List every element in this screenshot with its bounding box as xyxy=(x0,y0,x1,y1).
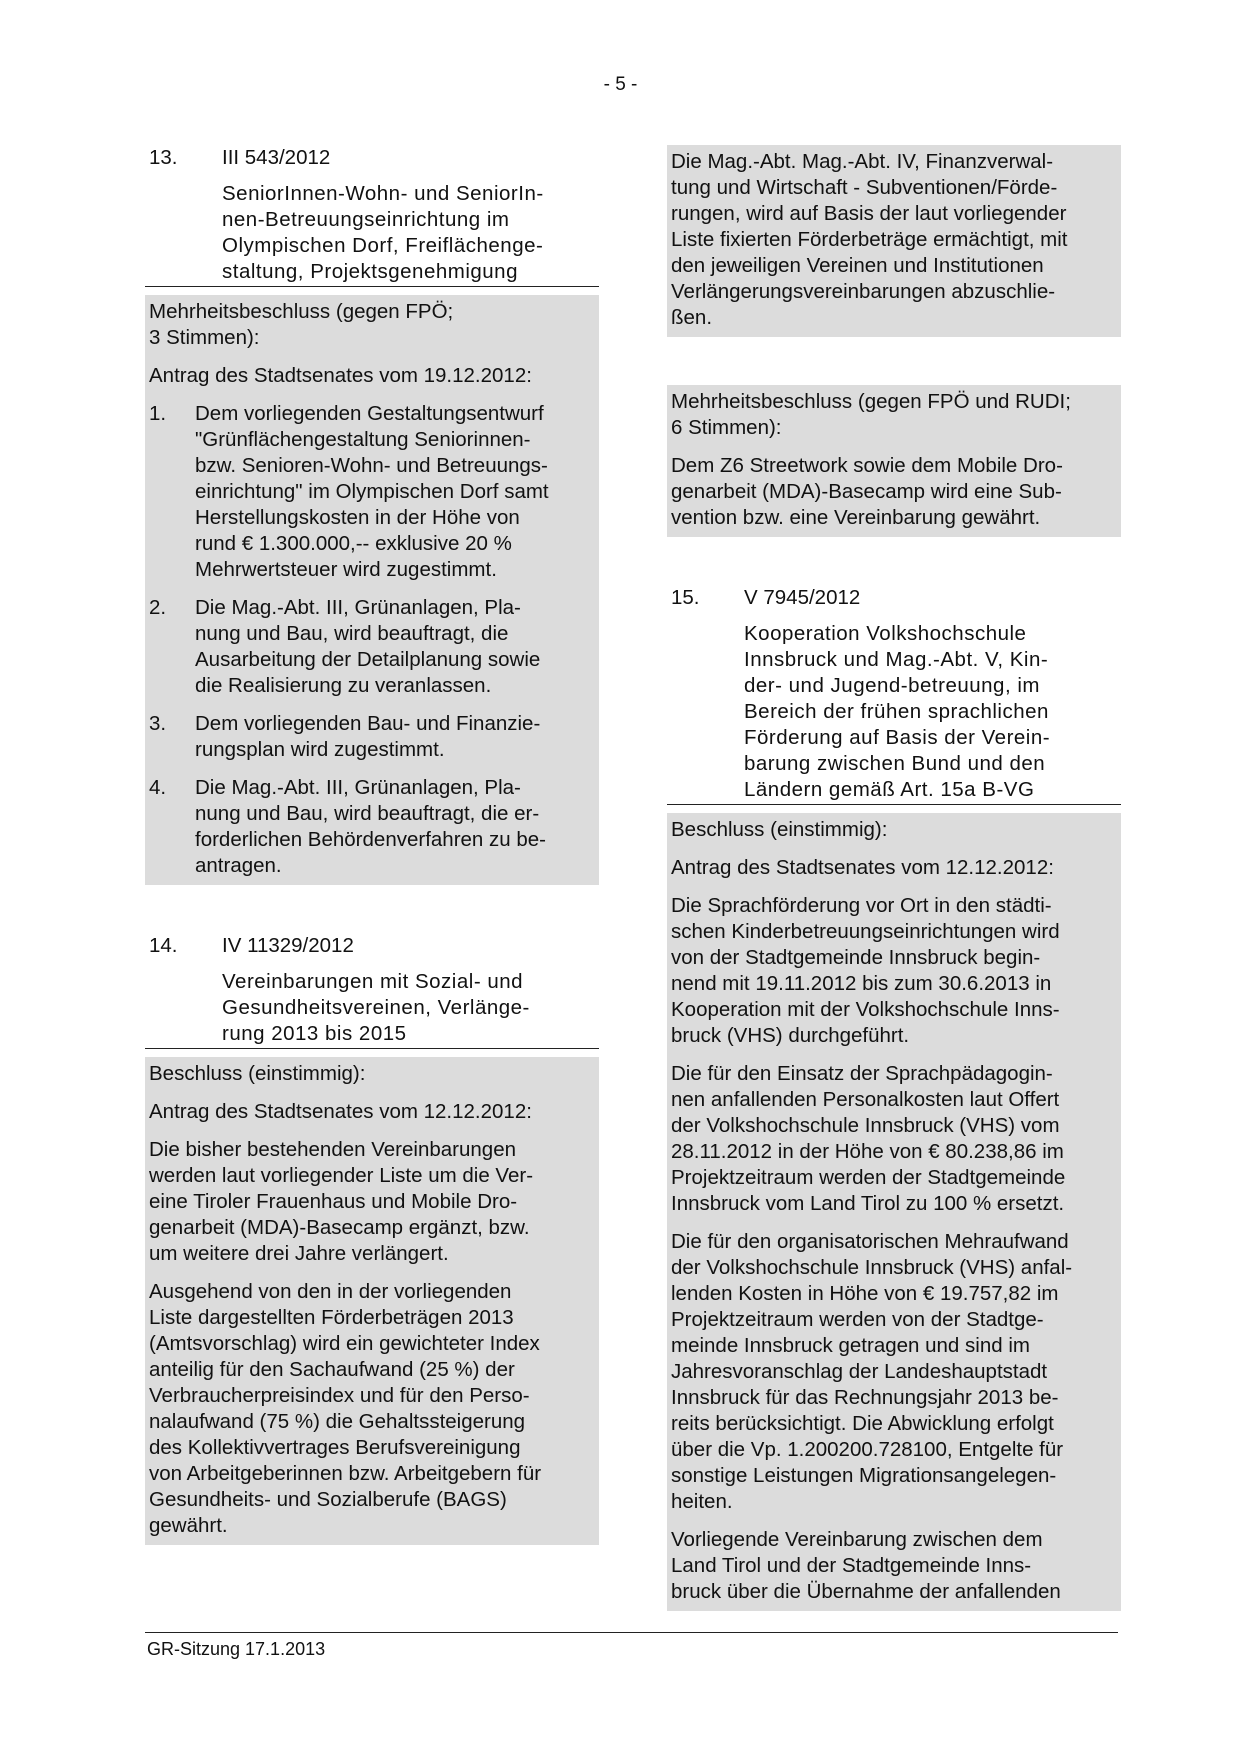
item-13-number: 13. xyxy=(149,146,178,169)
list-item xyxy=(149,595,595,699)
list-item-text: Dem vorliegenden Bau- und Finanzie- rungsplan wird zugestimmt. xyxy=(195,712,541,761)
right-column xyxy=(667,145,1121,1611)
item-15-paragraph: Die für den organisatorischen Mehraufwand der Volkshochschule Innsbruck (VHS) anfal- lenden Kosten in Höhe von € 19.757,82 im Projektzeitraum werden von der Stadtge- meinde Innsbruck getragen und sind im Jahresvoranschlag der Landeshauptstadt Innsbruck für das Rechnungsjahr 2013 be- reits berücksichtigt. Die Abwicklung erfolgt über die Vp. 1.200200.728100, Entgelte für sonstige Leistungen Migrationsangelegen- heiten. xyxy=(671,1230,1073,1513)
footer-text: GR-Sitzung 17.1.2013 xyxy=(147,1639,326,1659)
item-13-title-block xyxy=(145,181,599,287)
left-column xyxy=(145,145,599,1545)
list-item xyxy=(149,401,595,583)
decision-line: 3 Stimmen): xyxy=(149,326,260,349)
item-14-reference: IV 11329/2012 xyxy=(222,934,354,957)
item-13-motion: Antrag des Stadtsenates vom 19.12.2012: xyxy=(149,364,532,387)
item-15-paragraph: Vorliegende Vereinbarung zwischen dem Land Tirol und der Stadtgemeinde Inns- bruck über die Übernahme der anfallenden xyxy=(671,1528,1061,1603)
decision-line: Mehrheitsbeschluss (gegen FPÖ; xyxy=(149,300,454,323)
title-line: Bereich der frühen sprachlichen xyxy=(744,700,1049,723)
page-number: - 5 - xyxy=(603,74,638,95)
item-14-continued-block xyxy=(667,145,1121,337)
item-15-title-block xyxy=(667,621,1121,805)
item-14-paragraph: Ausgehend von den in der vorliegenden Liste dargestellten Förderbeträgen 2013 (Amtsvorschlag) wird ein gewichteter Index anteilig für den Sachaufwand (25 %) der Verbraucherpreisindex und für den Perso- nalaufwand (75 %) die Gehaltssteigerung des Kollektivvertrages Berufsvereinigung von Arbeitgeberinnen bzw. Arbeitgebern für Gesundheits- und Sozialberufe (BAGS) gewährt. xyxy=(149,1280,542,1537)
item-14-title xyxy=(222,969,599,1048)
item-14-second-decision-block xyxy=(667,385,1121,537)
title-line: Kooperation Volkshochschule xyxy=(744,622,1027,645)
title-line: nen-Betreuungseinrichtung im xyxy=(222,208,510,231)
item-14-paragraph: Die bisher bestehenden Vereinbarungen werden laut vorliegender Liste um die Ver- eine Tiroler Frauenhaus und Mobile Dro- genarbeit (MDA)-Basecamp ergänzt, bzw. um weitere drei Jahre verlängert. xyxy=(149,1138,534,1265)
title-line: Förderung auf Basis der Verein- xyxy=(744,726,1051,749)
list-item-number: 1. xyxy=(149,402,167,425)
item-14-decision: Beschluss (einstimmig): xyxy=(149,1062,366,1085)
item-15-paragraph: Die Sprachförderung vor Ort in den städti- schen Kinderbetreuungseinrichtungen wird von der Stadtgemeinde Innsbruck begin- nend mit 19.11.2012 bis zum 30.6.2013 in Kooperation mit der Volkshochschule Inns- bruck (VHS) durchgeführt. xyxy=(671,894,1060,1047)
list-item xyxy=(149,775,595,879)
item-14-header xyxy=(145,933,599,959)
title-line: Innsbruck und Mag.-Abt. V, Kin- xyxy=(744,648,1049,671)
item-15-header xyxy=(667,585,1121,611)
list-item xyxy=(149,711,595,763)
item-15-decision: Beschluss (einstimmig): xyxy=(671,818,888,841)
item-15-decision-block xyxy=(667,813,1121,1611)
list-item-number: 4. xyxy=(149,776,167,799)
item-14-second-paragraph: Dem Z6 Streetwork sowie dem Mobile Dro- genarbeit (MDA)-Basecamp wird eine Sub- vention bzw. eine Vereinbarung gewährt. xyxy=(671,454,1063,529)
item-15-title xyxy=(744,621,1121,804)
item-15-motion: Antrag des Stadtsenates vom 12.12.2012: xyxy=(671,856,1054,879)
item-14-continued-paragraph: Die Mag.-Abt. Mag.-Abt. IV, Finanzverwal- tung und Wirtschaft - Subventionen/Förde- rungen, wird auf Basis der laut vorliegender Liste fixierten Förderbeträge ermächtigt, mit den jeweiligen Vereinen und Institutionen Verlängerungsvereinbarungen abzuschlie- ßen. xyxy=(671,150,1068,329)
title-line: Gesundheitsvereinen, Verlänge- xyxy=(222,996,530,1019)
item-13-reference: III 543/2012 xyxy=(222,146,331,169)
list-item-text: Dem vorliegenden Gestaltungsentwurf "Grünflächengestaltung Seniorinnen- bzw. Senioren-Wohn- und Betreuungs- einrichtung" im Olympischen Dorf samt Herstellungskosten in der Höhe von rund € 1.300.000,-- exklusive 20 % Mehrwertsteuer wird zugestimmt. xyxy=(195,402,549,581)
item-15-paragraph: Die für den Einsatz der Sprachpädagogin- nen anfallenden Personalkosten laut Offert der Volkshochschule Innsbruck (VHS) vom 28.11.2012 in der Höhe von € 80.238,86 im Projektzeitraum werden der Stadtgemeinde Innsbruck vom Land Tirol zu 100 % ersetzt. xyxy=(671,1062,1066,1215)
title-line: Ländern gemäß Art. 15a B-VG xyxy=(744,778,1035,801)
list-item-number: 2. xyxy=(149,596,167,619)
list-item-text: Die Mag.-Abt. III, Grünanlagen, Pla- nung und Bau, wird beauftragt, die Ausarbeitung der Detailplanung sowie die Realisierung zu veranlassen. xyxy=(195,596,541,697)
item-14-number: 14. xyxy=(149,934,178,957)
title-line: Olympischen Dorf, Freiflächenge- xyxy=(222,234,544,257)
item-15-number: 15. xyxy=(671,586,700,609)
title-line: barung zwischen Bund und den xyxy=(744,752,1046,775)
item-13-points xyxy=(149,401,595,879)
title-line: staltung, Projektsgenehmigung xyxy=(222,260,518,283)
title-line: SeniorInnen-Wohn- und SeniorIn- xyxy=(222,182,544,205)
item-13-decision xyxy=(149,299,595,351)
item-14-title-block xyxy=(145,969,599,1049)
item-14-second-decision: Mehrheitsbeschluss (gegen FPÖ und RUDI; 6 Stimmen): xyxy=(671,390,1071,439)
footer-divider xyxy=(145,1632,1118,1633)
item-15-reference: V 7945/2012 xyxy=(744,586,861,609)
list-item-text: Die Mag.-Abt. III, Grünanlagen, Pla- nung und Bau, wird beauftragt, die er- forderlichen Behördenverfahren zu be- antragen. xyxy=(195,776,546,877)
title-line: Vereinbarungen mit Sozial- und xyxy=(222,970,524,993)
list-item-number: 3. xyxy=(149,712,167,735)
item-13-decision-block xyxy=(145,295,599,885)
item-13-title xyxy=(222,181,599,286)
item-14-decision-block xyxy=(145,1057,599,1545)
title-line: der- und Jugend-betreuung, im xyxy=(744,674,1040,697)
title-line: rung 2013 bis 2015 xyxy=(222,1022,407,1045)
item-14-motion: Antrag des Stadtsenates vom 12.12.2012: xyxy=(149,1100,532,1123)
item-13-header xyxy=(145,145,599,171)
